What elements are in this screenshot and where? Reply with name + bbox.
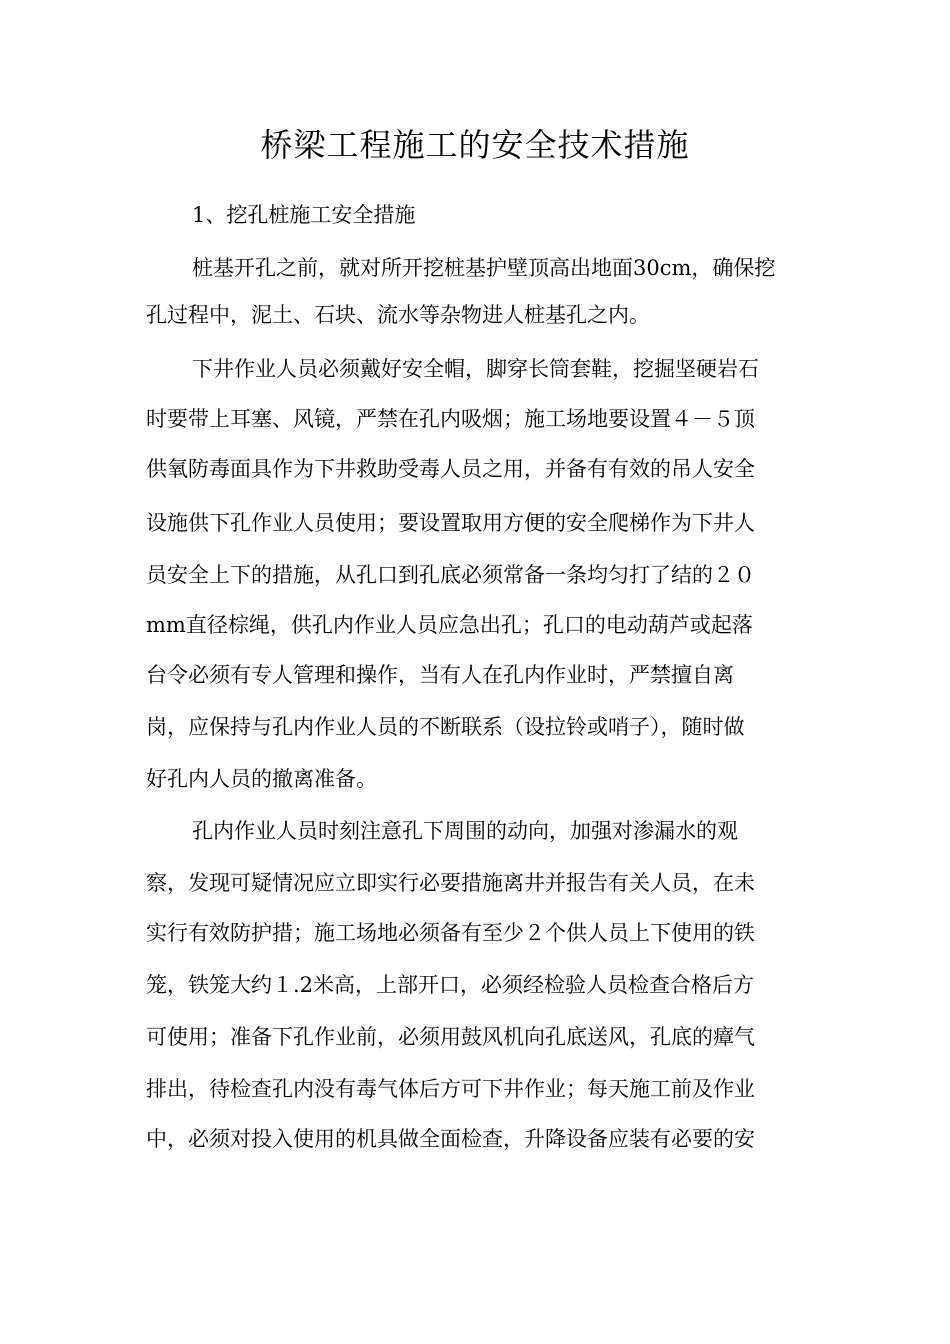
paragraph-line: 排出，待检查孔内没有毒气体后方可下井作业；每天施工前及作业 bbox=[146, 1077, 755, 1101]
document-title: 桥梁工程施工的安全技术措施 bbox=[260, 126, 690, 164]
section-heading: 1、挖孔桩施工安全措施 bbox=[192, 203, 416, 227]
paragraph-line: 岗，应保持与孔内作业人员的不断联系（设拉铃或哨子），随时做 bbox=[146, 715, 745, 739]
paragraph-line: 可使用；准备下孔作业前，必须用鼓风机向孔底送风，孔底的瘴气 bbox=[146, 1025, 755, 1049]
paragraph-line: 笼，铁笼大约１.2米高，上部开口，必须经检验人员检查合格后方 bbox=[146, 973, 755, 997]
paragraph-line: 孔内作业人员时刻注意孔下周围的动向，加强对渗漏水的观 bbox=[192, 819, 738, 843]
paragraph-line: 台令必须有专人管理和操作，当有人在孔内作业时，严禁擅自离 bbox=[146, 663, 734, 687]
paragraph-line: 员安全上下的措施，从孔口到孔底必须常备一条均匀打了结的２０ bbox=[146, 563, 755, 587]
paragraph-line: 供氧防毒面具作为下井救助受毒人员之用，并备有有效的吊人安全 bbox=[146, 457, 755, 481]
paragraph-line: 桩基开孔之前，就对所开挖桩基护壁顶高出地面30cm，确保挖 bbox=[192, 256, 776, 280]
paragraph-line: 实行有效防护措；施工场地必须备有至少２个供人员上下使用的铁 bbox=[146, 921, 755, 945]
paragraph-line: 设施供下孔作业人员使用；要设置取用方便的安全爬梯作为下井人 bbox=[146, 511, 755, 535]
paragraph-line: 孔过程中，泥土、石块、流水等杂物进人桩基孔之内。 bbox=[146, 303, 650, 327]
paragraph-line: 察，发现可疑情况应立即实行必要措施离井并报告有关人员，在未 bbox=[146, 871, 755, 895]
paragraph-line: mm直径棕绳，供孔内作业人员应急出孔；孔口的电动葫芦或起落 bbox=[146, 613, 753, 637]
paragraph-line: 中，必须对投入使用的机具做全面检查，升降设备应装有必要的安 bbox=[146, 1127, 755, 1151]
paragraph-line: 好孔内人员的撤离准备。 bbox=[146, 767, 377, 791]
paragraph-line: 下井作业人员必须戴好安全帽，脚穿长筒套鞋，挖掘坚硬岩石 bbox=[192, 357, 759, 381]
paragraph-line: 时要带上耳塞、风镜，严禁在孔内吸烟；施工场地要设置４－５顶 bbox=[146, 407, 755, 431]
